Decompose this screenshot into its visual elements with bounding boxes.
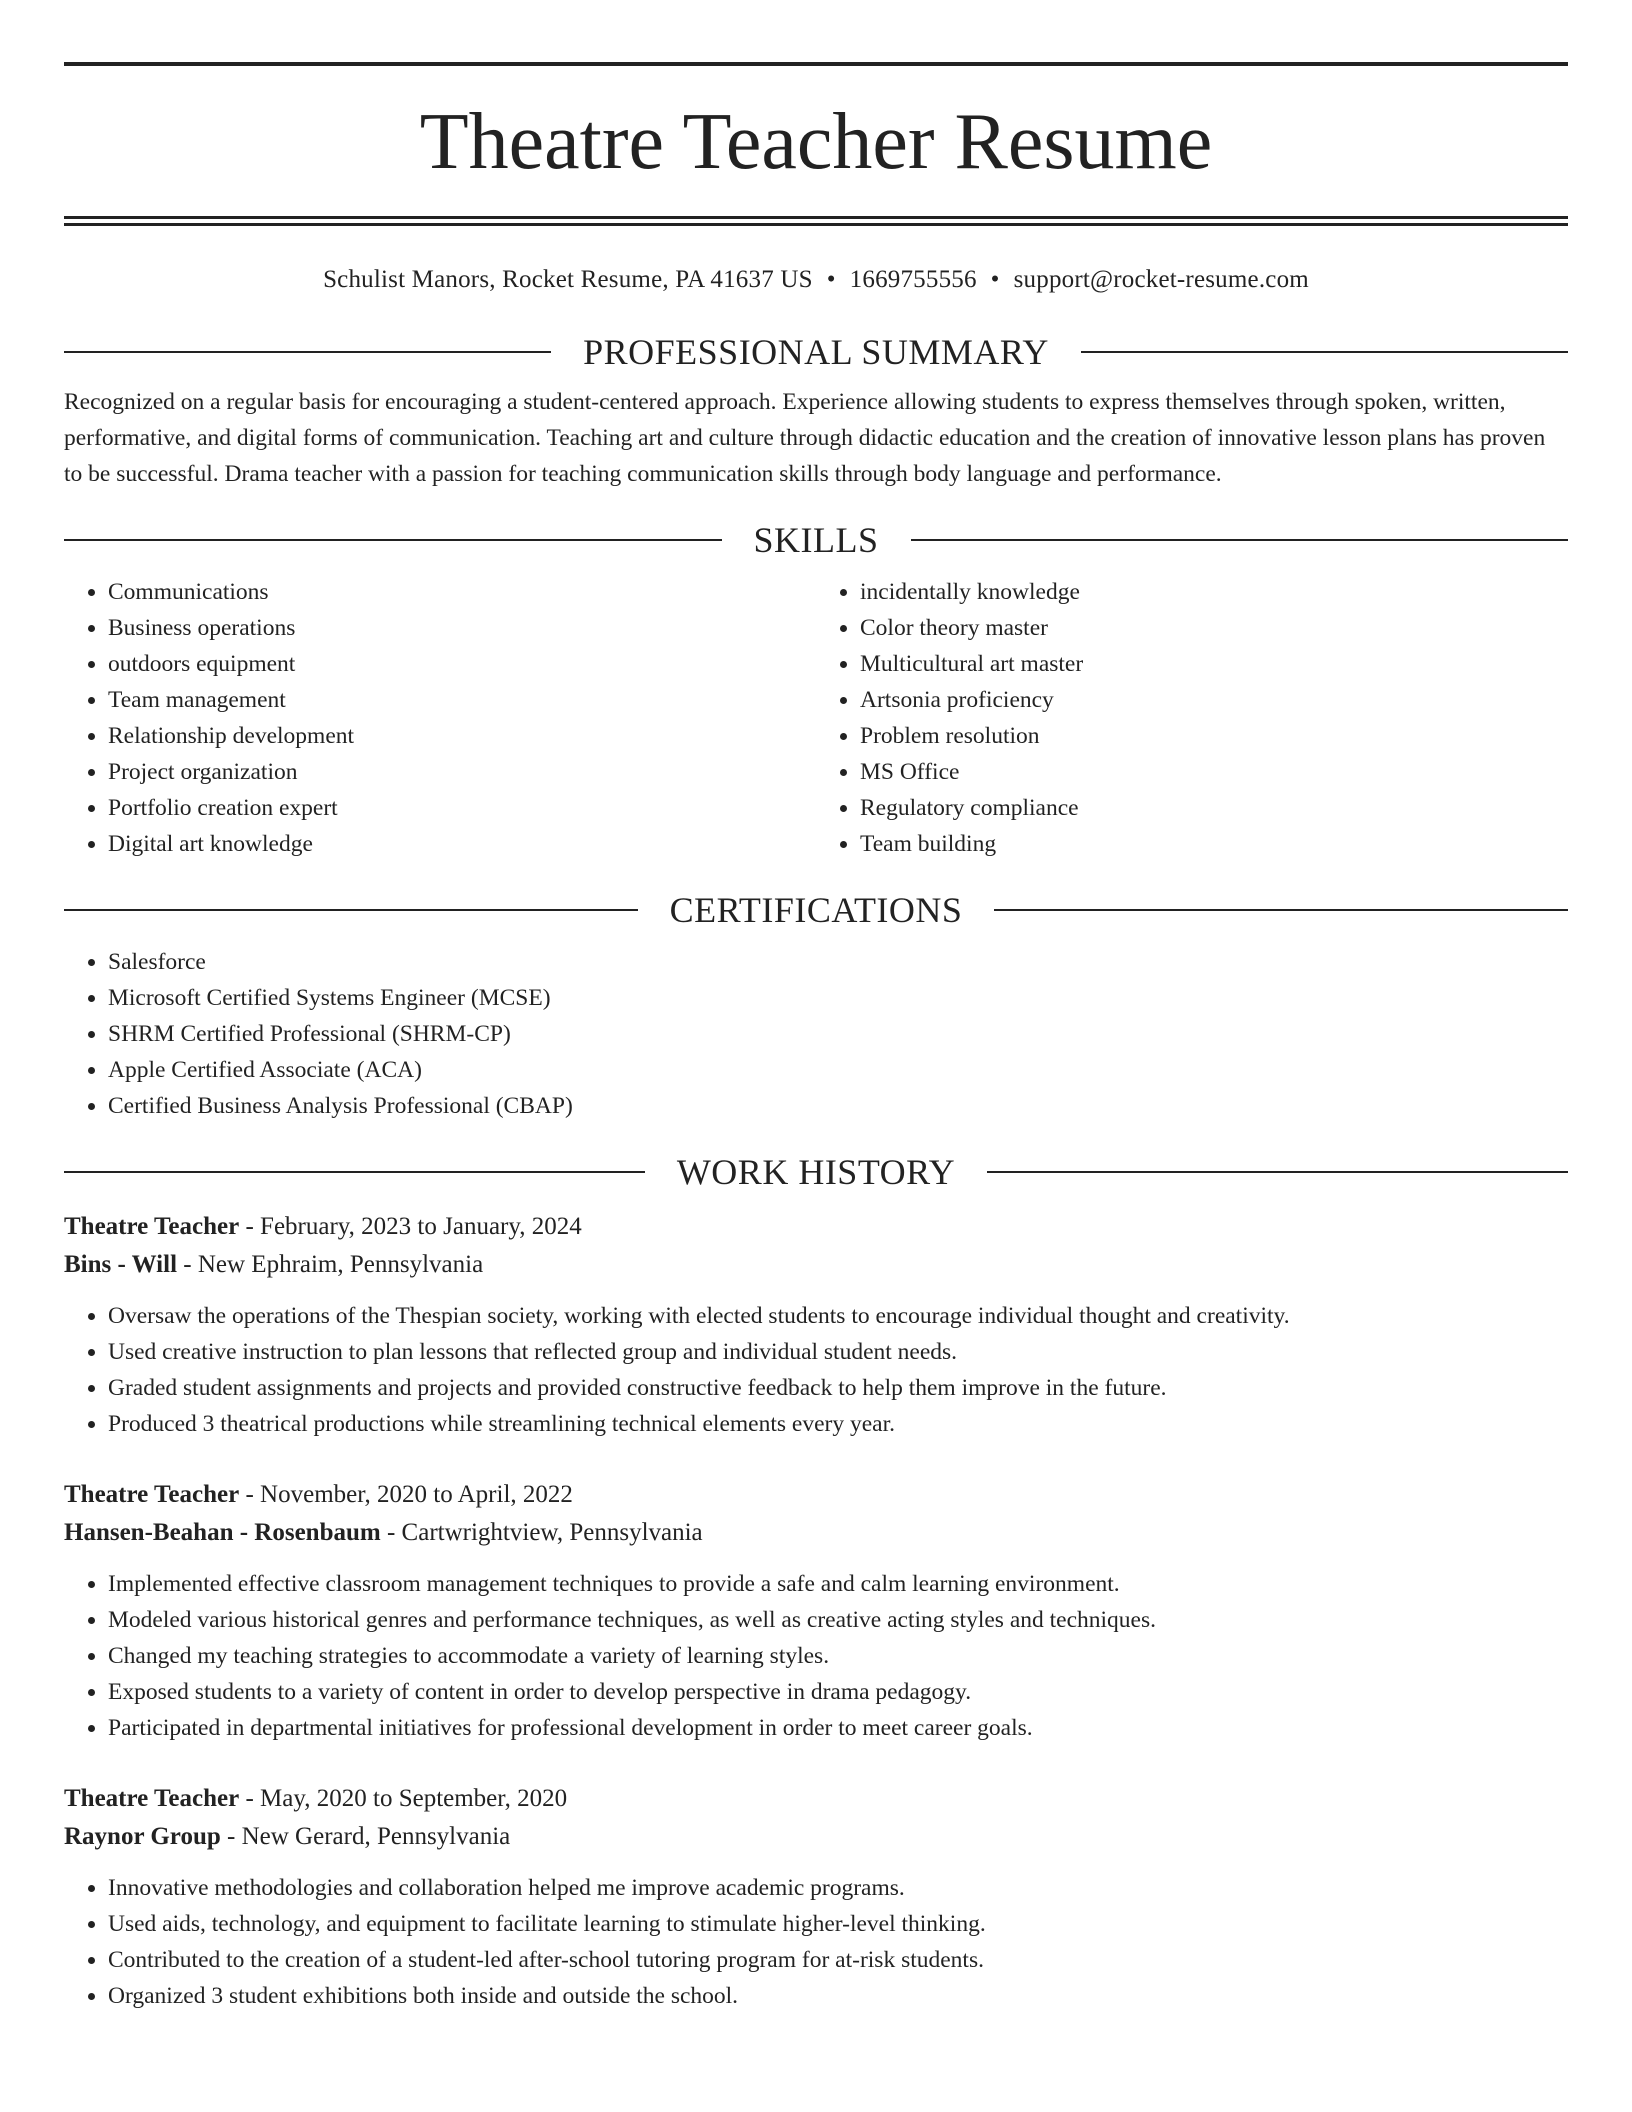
skills-list-right: [816, 574, 1568, 862]
skill-item: • Regulatory compliance: [860, 790, 1568, 826]
job-bullet: • Changed my teaching strategies to accommodate a variety of learning styles.: [108, 1638, 1568, 1674]
skills-column-left: [64, 574, 816, 862]
skills-column-right: [816, 574, 1568, 862]
section-title-summary: PROFESSIONAL SUMMARY: [583, 332, 1049, 372]
section-header-work-history: [64, 1150, 1568, 1194]
section-rule-right: [994, 909, 1568, 911]
skill-item: • Portfolio creation expert: [108, 790, 816, 826]
top-rule: [64, 62, 1568, 66]
job-title: Theatre Teacher: [64, 1481, 240, 1508]
job-dates: - May, 2020 to September, 2020: [239, 1785, 568, 1812]
job-bullet: • Implemented effective classroom management techniques to provide a safe and calm learning environment.: [108, 1566, 1568, 1602]
certification-item: • Salesforce: [108, 944, 1568, 980]
title-double-rule: [64, 216, 1568, 226]
skill-item: • MS Office: [860, 754, 1568, 790]
job-bullet: • Modeled various historical genres and performance techniques, as well as creative acting styles and techniques.: [108, 1602, 1568, 1638]
certification-item: • SHRM Certified Professional (SHRM-CP): [108, 1016, 1568, 1052]
section-rule-left: [64, 1171, 645, 1173]
job-bullet: • Innovative methodologies and collaboration helped me improve academic programs.: [108, 1870, 1568, 1906]
certification-item: • Apple Certified Associate (ACA): [108, 1052, 1568, 1088]
job-title-line: [64, 1208, 1568, 1246]
section-header-skills: [64, 518, 1568, 562]
section-rule-right: [987, 1171, 1568, 1173]
summary-text: Recognized on a regular basis for encouraging a student-centered approach. Experience allowing students to express themselves through spoken, written, performative, and digital forms of communication. Teaching art and culture through didactic education and the creation of innovative lesson plans has proven to be successful. Drama teacher with a passion for teaching communication skills through body language and performance.: [64, 389, 1546, 487]
job-company: Raynor Group: [64, 1823, 221, 1850]
section-header-certifications: [64, 888, 1568, 932]
job-bullet: • Oversaw the operations of the Thespian society, working with elected students to encourage individual thought and creativity.: [108, 1298, 1568, 1334]
contact-separator: •: [826, 266, 836, 293]
job-bullet: • Produced 3 theatrical productions while streamlining technical elements every year.: [108, 1406, 1568, 1442]
job-company: Hansen-Beahan - Rosenbaum: [64, 1519, 381, 1546]
section-rule-left: [64, 909, 638, 911]
skill-item: • Business operations: [108, 610, 816, 646]
certifications-list: [64, 944, 1568, 1124]
section-rule-left: [64, 539, 722, 541]
skill-item: • Multicultural art master: [860, 646, 1568, 682]
job-location: - Cartwrightview, Pennsylvania: [380, 1519, 703, 1546]
resume-title: Theatre Teacher Resume: [419, 98, 1213, 186]
job-title: Theatre Teacher: [64, 1213, 240, 1240]
skills-list-left: [64, 574, 816, 862]
skill-item: • Artsonia proficiency: [860, 682, 1568, 718]
job-entry: [64, 1208, 1568, 1442]
job-title: Theatre Teacher: [64, 1785, 240, 1812]
skill-item: • Team management: [108, 682, 816, 718]
certifications-block: [64, 944, 1568, 1124]
skill-item: • outdoors equipment: [108, 646, 816, 682]
certification-item: • Microsoft Certified Systems Engineer (MCSE): [108, 980, 1568, 1016]
skill-item: • Communications: [108, 574, 816, 610]
job-location: - New Ephraim, Pennsylvania: [177, 1251, 484, 1278]
job-bullet: • Used creative instruction to plan lessons that reflected group and individual student needs.: [108, 1334, 1568, 1370]
job-entry: [64, 1476, 1568, 1746]
section-header-summary: [64, 330, 1568, 374]
job-company-line: [64, 1246, 1568, 1284]
contact-email: support@rocket-resume.com: [1013, 266, 1309, 293]
job-bullet: • Contributed to the creation of a student-led after-school tutoring program for at-risk students.: [108, 1942, 1568, 1978]
skill-item: • Digital art knowledge: [108, 826, 816, 862]
section-title-certifications: CERTIFICATIONS: [669, 890, 963, 930]
section-title-skills: SKILLS: [753, 520, 879, 560]
job-company: Bins - Will: [64, 1251, 178, 1278]
job-bullets: [64, 1298, 1568, 1442]
job-bullet: • Participated in departmental initiatives for professional development in order to meet career goals.: [108, 1710, 1568, 1746]
skills-grid: [64, 574, 1568, 862]
section-title-work-history: WORK HISTORY: [676, 1152, 956, 1192]
skill-item: • Team building: [860, 826, 1568, 862]
section-rule-right: [1081, 351, 1568, 353]
job-dates: - November, 2020 to April, 2022: [239, 1481, 573, 1508]
skill-item: • incidentally knowledge: [860, 574, 1568, 610]
job-bullet: • Used aids, technology, and equipment to facilitate learning to stimulate higher-level thinking.: [108, 1906, 1568, 1942]
job-company-line: [64, 1818, 1568, 1856]
section-rule-left: [64, 351, 551, 353]
job-bullets: [64, 1870, 1568, 2014]
contact-separator: •: [990, 266, 1000, 293]
contact-phone: 1669755556: [849, 266, 977, 293]
job-bullets: [64, 1566, 1568, 1746]
job-title-line: [64, 1780, 1568, 1818]
job-bullet: • Organized 3 student exhibitions both inside and outside the school.: [108, 1978, 1568, 2014]
job-bullet: • Exposed students to a variety of content in order to develop perspective in drama pedagogy.: [108, 1674, 1568, 1710]
contact-address: Schulist Manors, Rocket Resume, PA 41637 US: [323, 266, 813, 293]
skill-item: • Project organization: [108, 754, 816, 790]
job-location: - New Gerard, Pennsylvania: [220, 1823, 511, 1850]
section-rule-right: [911, 539, 1569, 541]
job-bullet: • Graded student assignments and projects and provided constructive feedback to help them improve in the future.: [108, 1370, 1568, 1406]
contact-line: [64, 264, 1568, 296]
job-company-line: [64, 1514, 1568, 1552]
job-dates: - February, 2023 to January, 2024: [239, 1213, 582, 1240]
skill-item: • Problem resolution: [860, 718, 1568, 754]
job-entry: [64, 1780, 1568, 2014]
skill-item: • Color theory master: [860, 610, 1568, 646]
job-title-line: [64, 1476, 1568, 1514]
certification-item: • Certified Business Analysis Professional (CBAP): [108, 1088, 1568, 1124]
skill-item: • Relationship development: [108, 718, 816, 754]
